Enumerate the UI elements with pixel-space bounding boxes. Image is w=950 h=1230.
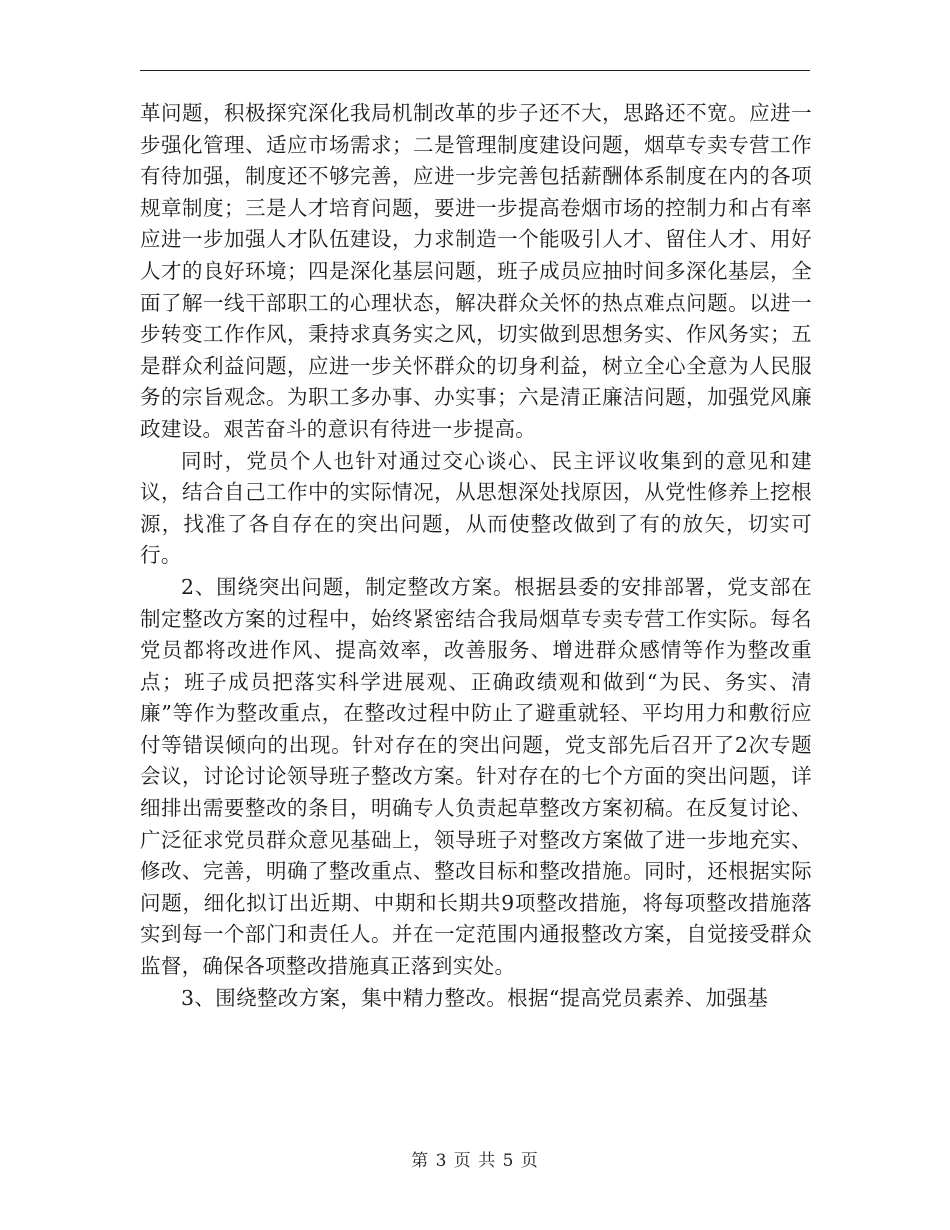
header-rule — [140, 70, 810, 71]
paragraph-4: 3、围绕整改方案，集中精力整改。根据“提高党员素养、加强基 — [181, 985, 769, 1010]
document-body — [140, 98, 812, 1014]
paragraph-3: 2、围绕突出问题，制定整改方案。根据县委的安排部署，党支部在制定整改方案的过程中，始终紧密结合我局烟草专卖专营工作实际。每名党员都将改进作风、提高效率，改善服务、增进群众感情等作为整改重点；班子成员把落实科学进展观、正确政绩观和做到“为民、务实、清廉”等作为整改重点，在整改过程中防止了避重就轻、平均用力和敷衍应付等错误倾向的出现。针对存在的突出问题，党支部先后召开了2次专题会议，讨论讨论领导班子整改方案。针对存在的七个方面的突出问题，详细排出需要整改的条目，明确专人负责起草整改方案初稿。在反复讨论、广泛征求党员群众意见基础上，领导班子对整改方案做了进一步地充实、修改、完善，明确了整改重点、整改目标和整改措施。同时，还根据实际问题，细化拟订出近期、中期和长期共9项整改措施，将每项整改措施落实到每一个部门和责任人。并在一定范围内通报整改方案，自觉接受群众监督，确保各项整改措施真正落到实处。 — [140, 574, 812, 979]
paragraph-1: 革问题，积极探究深化我局机制改革的步子还不大，思路还不宽。应进一步强化管理、适应市场需求；二是管理制度建设问题，烟草专卖专营工作有待加强，制度还不够完善，应进一步完善包括薪酬体系制度在内的各项规章制度；三是人才培育问题，要进一步提高卷烟市场的控制力和占有率应进一步加强人才队伍建设，力求制造一个能吸引人才、留住人才、用好人才的良好环境；四是深化基层问题，班子成员应抽时间多深化基层，全面了解一线干部职工的心理状态，解决群众关怀的热点难点问题。以进一步转变工作作风，秉持求真务实之风，切实做到思想务实、作风务实；五是群众利益问题，应进一步关怀群众的切身利益，树立全心全意为人民服务的宗旨观念。为职工多办事、办实事；六是清正廉洁问题，加强党风廉政建设。艰苦奋斗的意识有待进一步提高。 — [140, 101, 812, 441]
paragraph-2: 同时，党员个人也针对通过交心谈心、民主评议收集到的意见和建议，结合自己工作中的实际情况，从思想深处找原因，从党性修养上挖根源，找准了各自存在的突出问题，从而使整改做到了有的放矢，切实可行。 — [140, 448, 812, 568]
page-number: 第 3 页 共 5 页 — [411, 1151, 539, 1171]
